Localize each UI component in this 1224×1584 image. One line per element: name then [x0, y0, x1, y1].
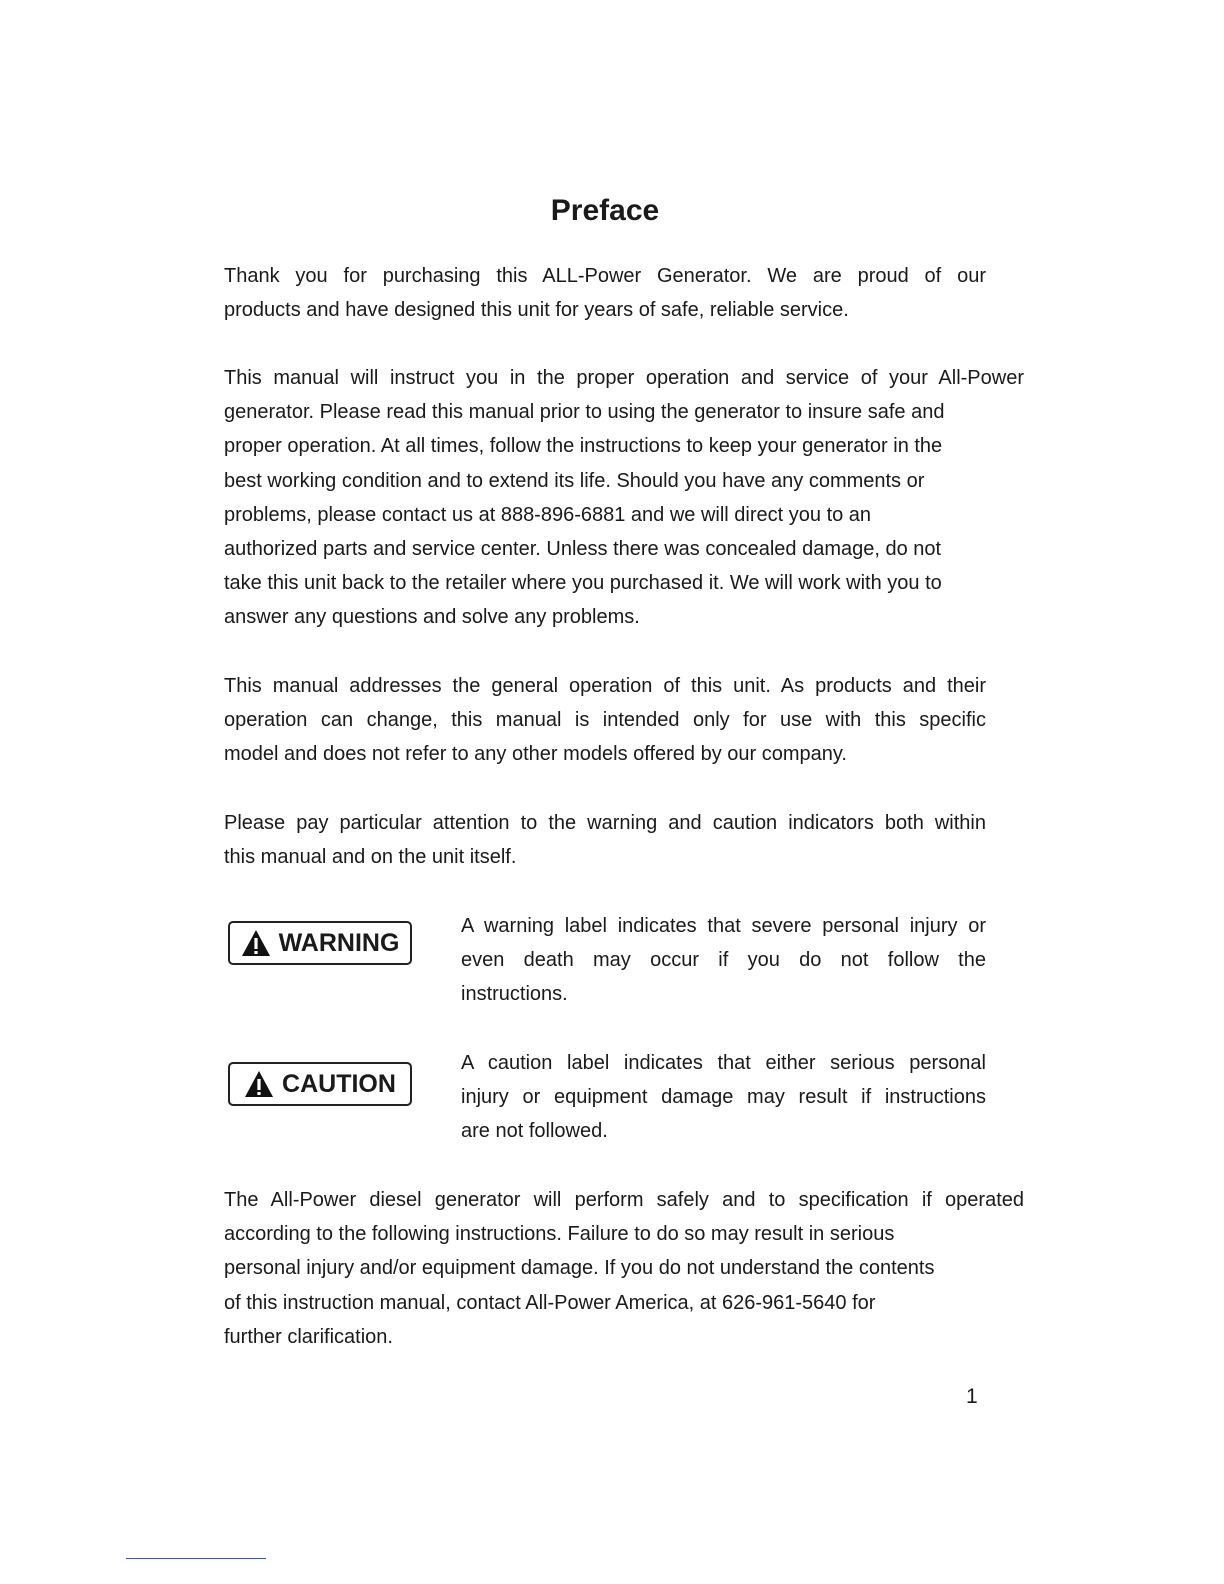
- text-line: according to the following instructions. Failure to do so may result in serious: [224, 1223, 895, 1246]
- text-line: even death may occur if you do not follow the: [461, 949, 986, 972]
- text-line: this manual and on the unit itself.: [224, 846, 517, 869]
- warning-badge-text: WARNING: [278, 928, 400, 957]
- manual-instructions-paragraph: [224, 361, 1024, 635]
- text-line: generator. Please read this manual prior to using the generator to insure safe and: [224, 401, 945, 424]
- text-line: This manual addresses the general operation of this unit. As products and their: [224, 675, 986, 697]
- text-line: Please pay particular attention to the warning and caution indicators both within: [224, 812, 986, 834]
- text-line: operation can change, this manual is intended only for use with this specific: [224, 709, 986, 732]
- warning-triangle-icon: [244, 1070, 274, 1098]
- text-line: model and does not refer to any other models offered by our company.: [224, 743, 847, 766]
- text-line: instructions.: [461, 983, 568, 1006]
- text-line: The All-Power diesel generator will perform safely and to specification if operated: [224, 1189, 1024, 1211]
- text-line: best working condition and to extend its life. Should you have any comments or: [224, 469, 925, 492]
- intro-paragraph: [224, 259, 986, 327]
- text-line: A caution label indicates that either serious personal: [461, 1052, 986, 1074]
- text-line: proper operation. At all times, follow the instructions to keep your generator in the: [224, 435, 943, 458]
- text-line: of this instruction manual, contact All-Power America, at 626-961-5640 for: [224, 1291, 876, 1314]
- text-line: are not followed.: [461, 1120, 608, 1143]
- page-number: 1: [966, 1385, 978, 1408]
- text-line: This manual will instruct you in the proper operation and service of your All-Power: [224, 367, 1024, 389]
- text-line: problems, please contact us at 888-896-6881 and we will direct you to an: [224, 503, 872, 526]
- text-line: further clarification.: [224, 1325, 393, 1348]
- warning-badge: [228, 921, 412, 965]
- safety-paragraph: [224, 1183, 1024, 1354]
- text-line: authorized parts and service center. Unless there was concealed damage, do not: [224, 538, 942, 561]
- text-line: personal injury and/or equipment damage. If you do not understand the contents: [224, 1257, 935, 1280]
- warning-triangle-icon: [241, 929, 271, 957]
- text-line: A warning label indicates that severe personal injury or: [461, 915, 986, 937]
- text-line: Thank you for purchasing this ALL-Power Generator. We are proud of our: [224, 265, 986, 287]
- text-line: products and have designed this unit for years of safe, reliable service.: [224, 299, 849, 322]
- caution-description: [461, 1046, 986, 1149]
- scope-paragraph: [224, 669, 986, 772]
- text-line: injury or equipment damage may result if instructions: [461, 1086, 986, 1109]
- page-title: Preface: [550, 194, 660, 227]
- caution-badge-text: CAUTION: [282, 1069, 396, 1098]
- warning-description: [461, 909, 986, 1012]
- text-line: take this unit back to the retailer where you purchased it. We will work with you to: [224, 572, 942, 595]
- attention-paragraph: [224, 806, 986, 874]
- footer-divider: [126, 1558, 266, 1559]
- text-line: answer any questions and solve any problems.: [224, 606, 640, 629]
- caution-badge: [228, 1062, 412, 1106]
